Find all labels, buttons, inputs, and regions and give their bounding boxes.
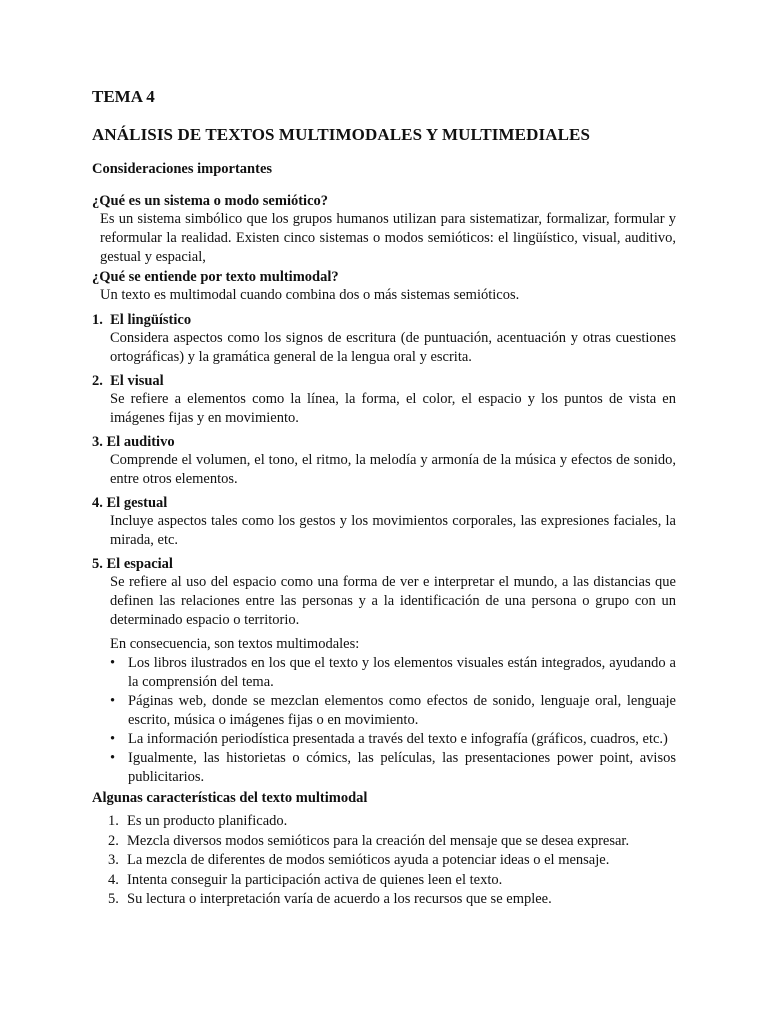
- system-heading: 4. El gestual: [92, 495, 168, 511]
- list-item-text: La mezcla de diferentes de modos semióticos ayuda a potenciar ideas o el mensaje.: [127, 852, 610, 868]
- bullet-icon: •: [110, 655, 116, 671]
- topic-number: TEMA 4: [92, 87, 155, 106]
- answer-multimodal-text: Un texto es multimodal cuando combina dos o más sistemas semióticos.: [100, 287, 520, 303]
- list-item: [110, 730, 676, 749]
- system-item-auditory: [92, 433, 676, 489]
- list-number: 4.: [108, 871, 119, 888]
- multimodal-examples-list: [92, 654, 676, 787]
- question-multimodal-text: ¿Qué se entiende por texto multimodal?: [92, 269, 339, 285]
- semiotic-system-section: [92, 192, 676, 267]
- bullet-icon: •: [110, 731, 116, 747]
- answer-semiotic-system: Es un sistema simbólico que los grupos humanos utilizan para sistematizar, formalizar, formular y reformular la realidad. Existen cinco sistemas o modos semióticos: el lingüístico, visual, auditivo, gestual y espacial,: [100, 211, 676, 265]
- list-item: [110, 749, 676, 787]
- list-item-text: Los libros ilustrados en los que el texto y los elementos visuales están integrados, ayudando a la comprensión del tema.: [128, 655, 676, 690]
- list-item: [108, 832, 676, 852]
- list-item: [108, 890, 676, 910]
- list-item: [110, 692, 676, 730]
- list-item-text: Igualmente, las historietas o cómics, las películas, las presentaciones power point, avisos publicitarios.: [128, 750, 676, 785]
- system-heading: 1. El lingüístico: [92, 312, 192, 328]
- characteristics-heading: Algunas características del texto multimodal: [92, 790, 368, 806]
- question-semiotic-system: ¿Qué es un sistema o modo semiótico?: [92, 193, 329, 209]
- document-page: [92, 86, 676, 910]
- system-description: Se refiere al uso del espacio como una forma de ver e interpretar el mundo, a las distancias que definen las relaciones entre las personas y a la identificación de una persona o grupo con un determinado espacio o territorio.: [110, 574, 676, 628]
- list-item: [108, 851, 676, 871]
- list-number: 1.: [108, 813, 119, 829]
- consequence-text: En consecuencia, son textos multimodales:: [110, 636, 360, 652]
- page-title: ANÁLISIS DE TEXTOS MULTIMODALES Y MULTIMEDIALES: [92, 125, 590, 144]
- characteristics-list: [92, 812, 676, 910]
- system-description: Comprende el volumen, el tono, el ritmo, la melodía y armonía de la música y efectos de sonido, entre otros elementos.: [110, 452, 676, 487]
- list-number: 2.: [108, 832, 119, 849]
- system-heading: 3. El auditivo: [92, 434, 175, 450]
- system-item-gestural: [92, 494, 676, 550]
- list-number: 5.: [108, 891, 119, 907]
- list-item-text: Páginas web, donde se mezclan elementos como efectos de sonido, lenguaje oral, lenguaje escrito, música o imágenes fijas o en movimiento.: [128, 693, 676, 728]
- list-item-text: Su lectura o interpretación varía de acuerdo a los recursos que se emplee.: [127, 891, 552, 907]
- system-item-visual: [92, 372, 676, 428]
- system-item-linguistic: [92, 311, 676, 367]
- system-description: Se refiere a elementos como la línea, la forma, el color, el espacio y los puntos de vista en imágenes fijas y en movimiento.: [110, 391, 676, 426]
- system-heading: 2. El visual: [92, 373, 164, 389]
- system-description: Considera aspectos como los signos de escritura (de puntuación, acentuación y otras cuestiones ortográficas) y la gramática general de la lengua oral y escrita.: [110, 330, 676, 365]
- list-number: 3.: [108, 852, 119, 868]
- considerations-heading: Consideraciones importantes: [92, 161, 273, 177]
- system-heading: 5. El espacial: [92, 556, 173, 572]
- bullet-icon: •: [110, 693, 116, 709]
- multimodal-text-section: [92, 268, 676, 305]
- list-item: [108, 871, 676, 891]
- system-description: Incluye aspectos tales como los gestos y los movimientos corporales, las expresiones faciales, la mirada, etc.: [110, 513, 676, 548]
- list-item-text: La información periodística presentada a través del texto e infografía (gráficos, cuadros, etc.): [128, 731, 668, 747]
- list-item-text: Intenta conseguir la participación activa de quienes leen el texto.: [127, 871, 503, 888]
- list-item: [110, 654, 676, 692]
- system-item-spatial: [92, 555, 676, 630]
- list-item-text: Mezcla diversos modos semióticos para la creación del mensaje que se desea expresar.: [127, 832, 630, 849]
- bullet-icon: •: [110, 750, 116, 766]
- list-item: [108, 812, 676, 832]
- list-item-text: Es un producto planificado.: [127, 813, 288, 829]
